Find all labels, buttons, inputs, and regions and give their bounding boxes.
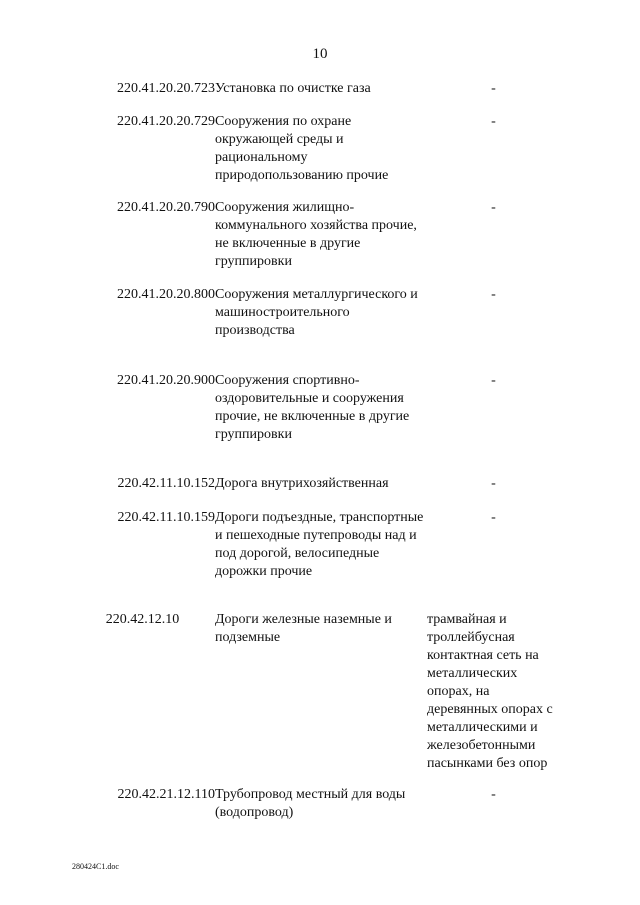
row-code: 220.41.20.20.729 xyxy=(117,114,215,129)
row-note: - xyxy=(491,114,496,129)
row-note: - xyxy=(491,287,496,302)
row-name: Установка по очистке газа xyxy=(215,81,371,96)
row-name: Сооружения спортивно-оздоровительные и сооружения прочие, не включенные в другие группировки xyxy=(215,373,410,442)
classification-table xyxy=(70,80,560,826)
row-code: 220.42.11.10.159 xyxy=(117,510,215,525)
table-row xyxy=(70,372,560,475)
row-name: Сооружения жилищно-коммунального хозяйства прочие, не включенные в другие группировки xyxy=(215,200,417,269)
table-row xyxy=(70,509,560,611)
row-code: 220.42.11.10.152 xyxy=(117,476,215,491)
page-number: 10 xyxy=(312,46,328,62)
row-name: Дороги железные наземные и подземные xyxy=(215,612,392,645)
table-row xyxy=(70,611,560,786)
row-name: Сооружения по охране окружающей среды и рациональному природопользованию прочие xyxy=(215,114,389,183)
row-code: 220.41.20.20.790 xyxy=(117,200,215,215)
row-name: Дороги подъездные, транспортные и пешеходные путепроводы над и под дорогой, велосипедные дорожки прочие xyxy=(215,510,424,579)
row-note: - xyxy=(491,510,496,525)
row-code: 220.42.21.12.110 xyxy=(117,787,215,802)
row-code: 220.42.12.10 xyxy=(105,612,180,627)
row-note: - xyxy=(491,476,496,491)
table-row xyxy=(70,786,560,826)
row-name: Сооружения металлургического и машиностроительного производства xyxy=(215,287,418,338)
table-row xyxy=(70,475,560,509)
table-row xyxy=(70,80,560,113)
row-code: 220.41.20.20.900 xyxy=(117,373,215,388)
table-row xyxy=(70,199,560,286)
row-note: - xyxy=(491,200,496,215)
row-note: - xyxy=(491,81,496,96)
row-code: 220.41.20.20.723 xyxy=(117,81,215,96)
row-code: 220.41.20.20.800 xyxy=(117,287,215,302)
row-note: - xyxy=(491,787,496,802)
row-note: - xyxy=(491,373,496,388)
table-row xyxy=(70,113,560,199)
row-note: трамвайная и троллейбусная контактная сеть на металлических опорах, на деревянных опорах с металлическими и железобетонными пасынками без опор xyxy=(427,612,553,771)
file-name-footer: 280424C1.doc xyxy=(72,862,119,871)
row-name: Дорога внутрихозяйственная xyxy=(215,476,389,491)
row-name: Трубопровод местный для воды (водопровод) xyxy=(215,787,406,820)
table-row xyxy=(70,286,560,372)
